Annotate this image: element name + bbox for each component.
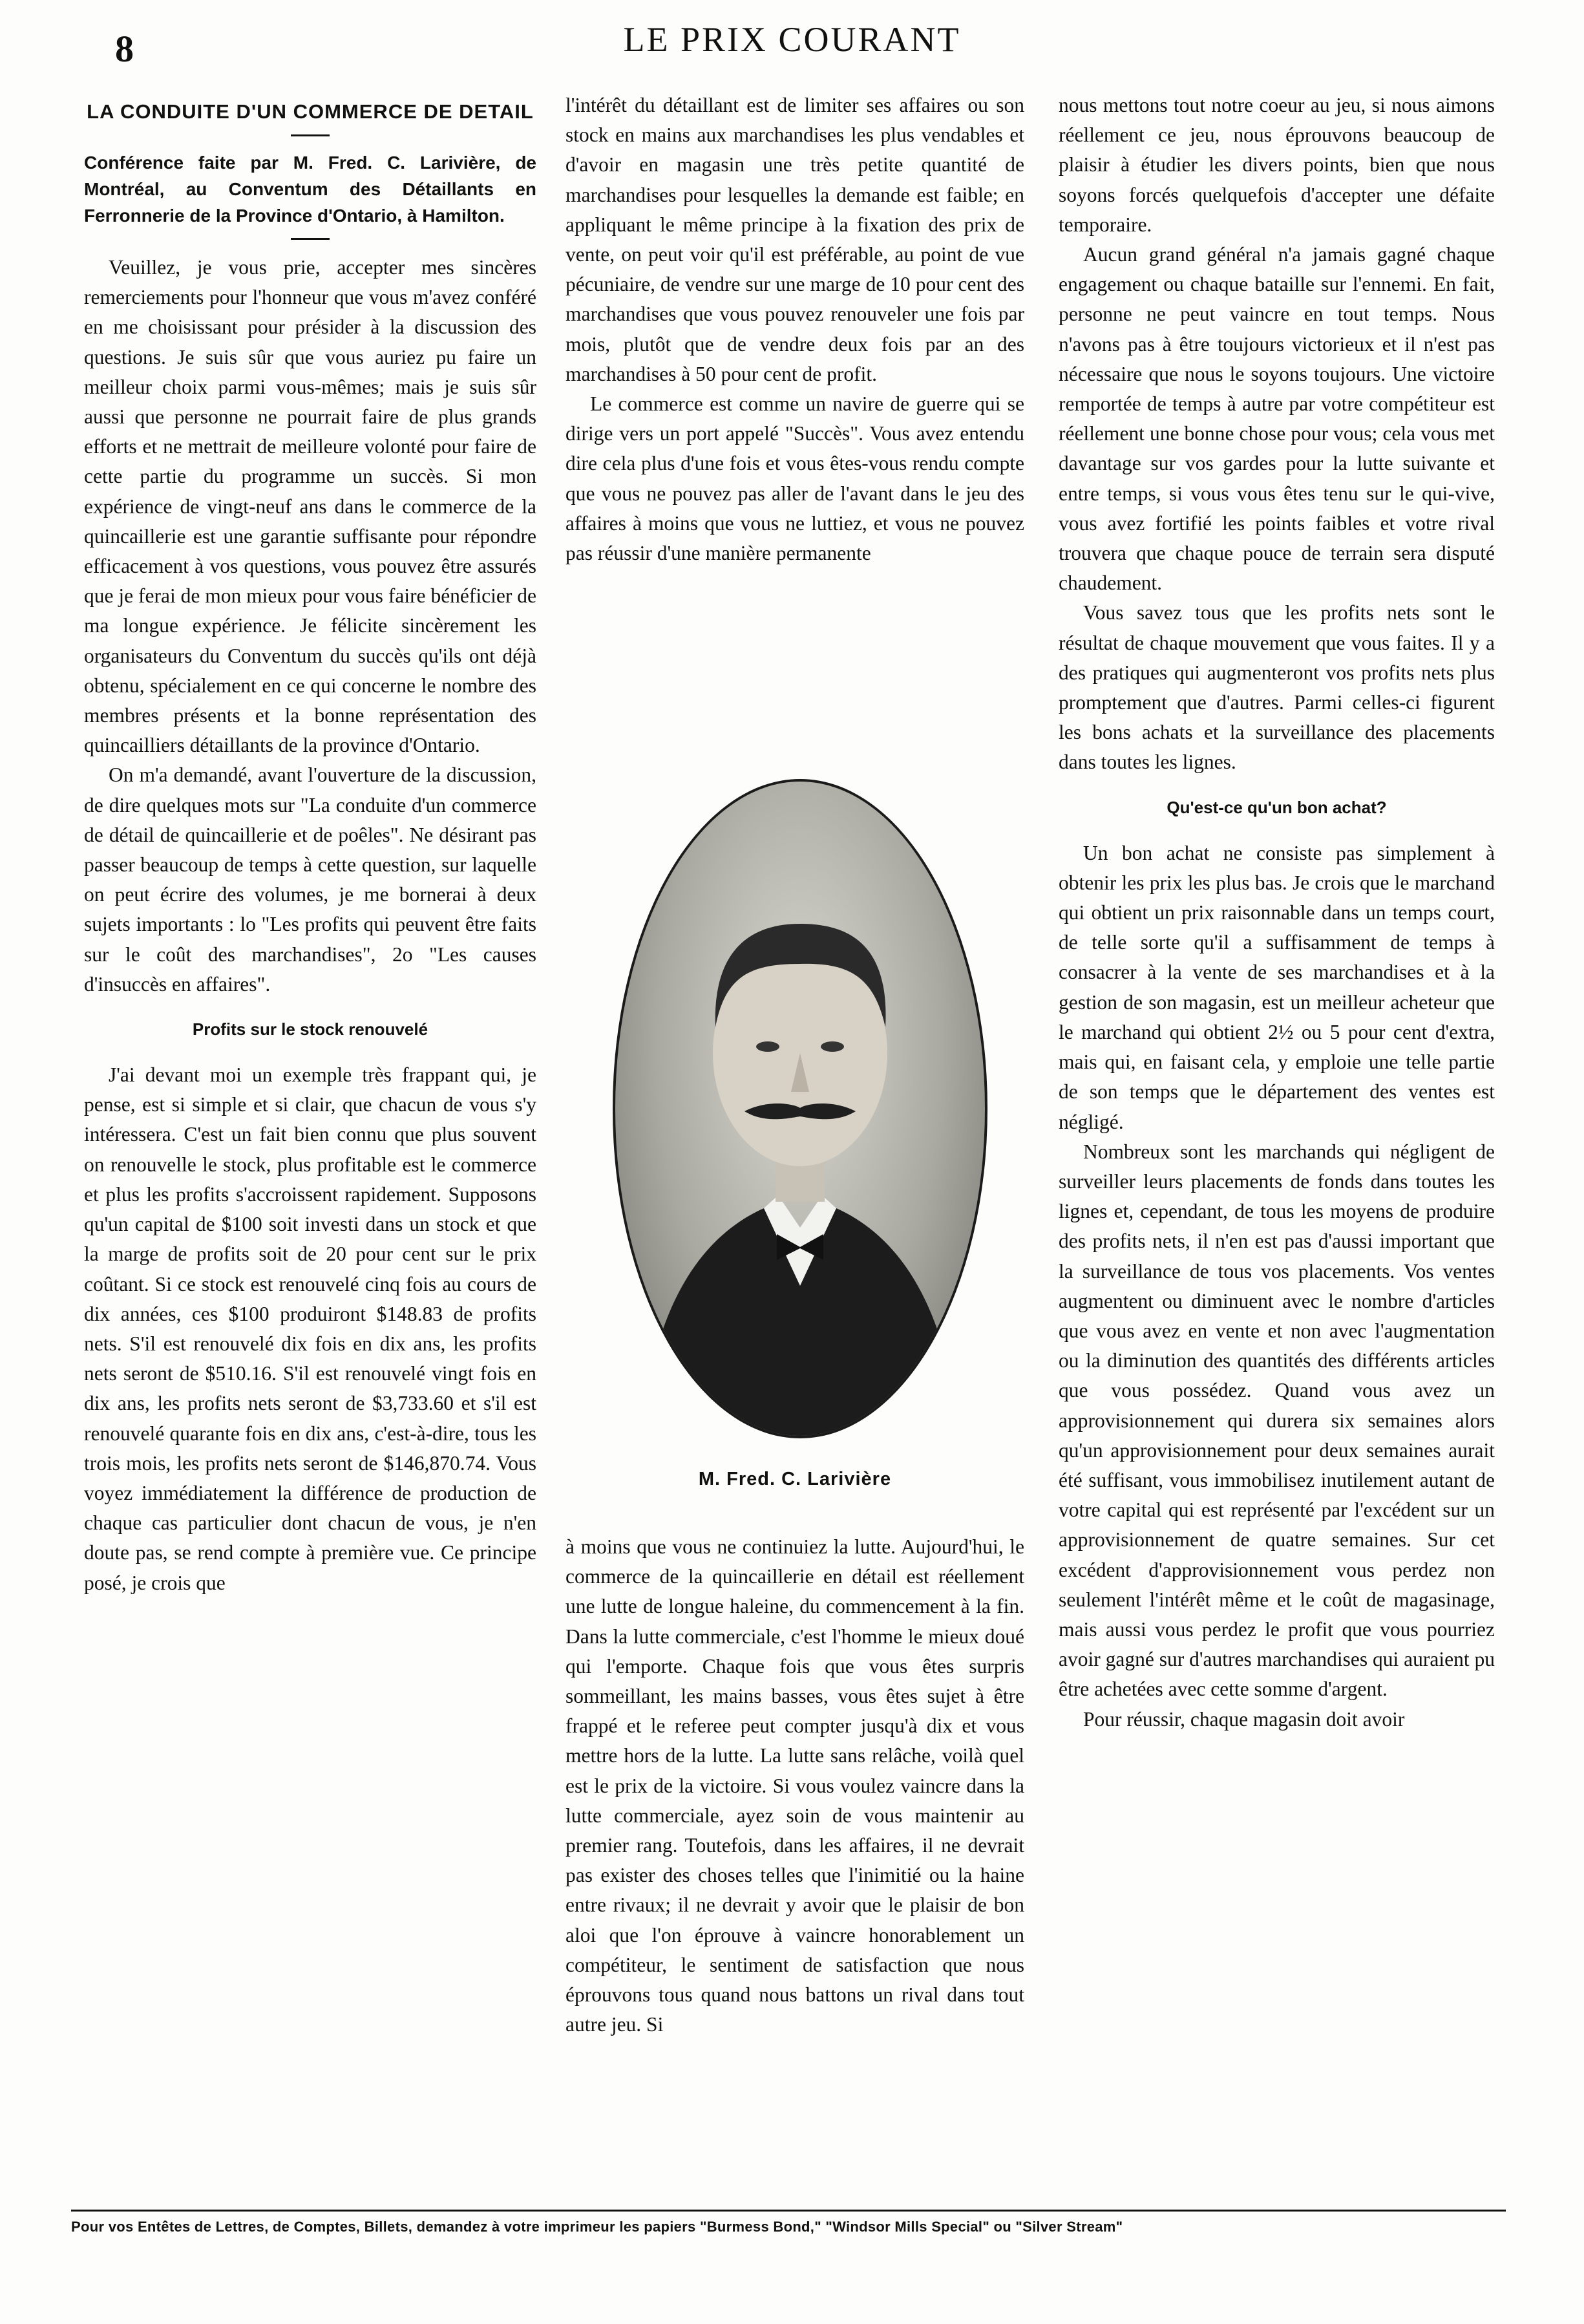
portrait-photo (613, 779, 987, 1438)
paragraph: Aucun grand général n'a jamais gagné chaque engagement ou chaque bataille sur l'ennemi. En fait, personne ne peut vaincre en tout temps. Nous n'avons pas à être toujours victorieux et il n'est pas nécessaire que nous le soyons toujours. Une victoire remportée de temps à autre par votre compétiteur est réellement une bonne chose pour vous; cela vous met davantage sur vos gardes pour la lutte suivante et entre temps, si vous vous êtes tenu sur le qui-vive, vous avez fortifié les points faibles et votre rival trouvera que chaque pouce de terrain sera disputé chaudement. (1059, 243, 1495, 595)
paragraph: Un bon achat ne consiste pas simplement à obtenir les prix les plus bas. Je crois que le marchand qui obtient un prix raisonnable dans un temps court, de telle sorte qu'il a suffisamment de temps à consacrer à la vente de ses marchandises et à la gestion de son magasin, est un meilleur acheteur que le marchand qui obtient 2½ ou 5 pour cent d'extra, mais qui, en faisant cela, y emploie une telle partie de son temps que le département des ventes est négligé. (1059, 841, 1495, 1133)
paragraph: J'ai devant moi un exemple très frappant qui, je pense, est si simple et si clair, que chacun de vous s'y intéressera. C'est un fait bien connu que plus souvent on renouvelle le stock, plus profitable est le commerce et plus les profits s'accroissent rapidement. Supposons qu'un capital de $100 soit investi dans un stock et que la marge de profits soit de 20 pour cent sur le prix coûtant. Si ce stock est renouvelé cinq fois au cours de dix années, ces $100 produiront $148.83 de profits nets. S'il est renouvelé dix fois en dix ans, les profits nets seront de $510.16. S'il est renouvelé vingt fois en dix ans, les profits nets seront de $3,733.60 et s'il est renouvelé quarante fois en dix ans, c'est-à-dire, tous les trois mois, les profits nets seront de $146,870.74. Vous voyez immédiatement la différence de production de chaque cas particulier dont chacun de vous, je n'en doute pas, se rend compte à première vue. Ce principe posé, je crois que (84, 1063, 536, 1594)
paragraph: nous mettons tout notre coeur au jeu, si nous aimons réellement ce jeu, nous éprouvons beaucoup de plaisir à étudier les divers points, bien que nous soyons forcés quelquefois d'accepter une défaite temporaire. (1059, 94, 1495, 236)
portrait-figure-icon (615, 782, 985, 1436)
paragraph: On m'a demandé, avant l'ouverture de la discussion, de dire quelques mots sur "La conduite d'un commerce de détail de quincaillerie et de poêles". Ne désirant pas passer beaucoup de temps à cette question, sur laquelle on peut écrire des volumes, je me bornerai à deux sujets importants : lo "Les profits qui peuvent être faits sur le coût des marchandises", 2o "Les causes d'insuccès en affaires". (84, 763, 536, 996)
article-subtitle: Conférence faite par M. Fred. C. Larivière, de Montréal, au Conventum des Détaillants en Ferronnerie de la Province d'Ontario, à Hamilton. (84, 153, 536, 226)
paragraph: Vous savez tous que les profits nets sont le résultat de chaque mouvement que vous faites. Il y a des pratiques qui augmenteront vos profits nets plus promptement que d'autres. Parmi celles-ci figurent les bons achats et la surveillance des placements dans toutes les lignes. (1059, 601, 1495, 774)
column-3 (1059, 91, 1495, 1734)
column-2-bottom (565, 1532, 1024, 2040)
paragraph: l'intérêt du détaillant est de limiter ses affaires ou son stock en mains aux marchandises les plus vendables et d'avoir en magasin une très petite quantité de marchandises pour lesquelles la demande est faible; en appliquant le même principe à la fixation des prix de vente, on peut voir qu'il est préférable, au point de vue pécuniaire, de vendre sur une marge de 10 pour cent des marchandises que vous pouvez renouveler une fois par mois, plutôt que de vendre deux fois par an des marchandises à 50 pour cent de profit. (565, 94, 1024, 385)
footer-advert: Pour vos Entêtes de Lettres, de Comptes, Billets, demandez à votre imprimeur les papiers "Burmess Bond," "Windsor Mills Special" ou "Silver Stream" (71, 2219, 1123, 2235)
article-title: LA CONDUITE D'UN COMMERCE DE DETAIL (87, 100, 534, 123)
paragraph: Nombreux sont les marchands qui négligent de surveiller leurs placements de fonds dans toutes les lignes et, cependant, de tous les moyens de produire des profits nets, il n'en est pas d'aussi important que la surveillance de tous vos placements. Vos ventes augmentent ou diminuent avec le nombre d'articles que vous avez en vente et non avec l'augmentation ou la diminution des quantités des différents articles que vous possédez. Quand vous avez un approvisionnement qui durera six semaines alors qu'un approvisionnement pour deux semaines aurait été suffisant, vous immobilisez inutilement autant de votre capital qui est représenté par l'excédent sur un approvisionnement de quatre semaines. Sur cet excédent d'approvisionnement vous perdez non seulement l'intérêt même et le coût de magasinage, mais aussi vous perdez le profit que vous pourriez avoir gagné sur d'autres marchandises qui auraient pu être achetées avec cette somme d'argent. (1059, 1140, 1495, 1701)
column-1 (84, 91, 536, 1598)
section-heading-achat: Qu'est-ce qu'un bon achat? (1167, 797, 1387, 817)
title-rule (291, 134, 330, 136)
portrait-caption: M. Fred. C. Larivière (698, 1469, 892, 1489)
column-2 (565, 91, 1024, 568)
page-number: 8 (115, 28, 134, 70)
paragraph: Le commerce est comme un navire de guerre qui se dirige vers un port appelé "Succès". Vous avez entendu dire cela plus d'une fois et vous êtes-vous rendu compte que vous ne pouvez pas aller de l'avant dans le jeu des affaires à moins que vous ne luttiez, et vous ne pouvez pas réussir d'une manière permanente (565, 392, 1024, 565)
footer-rule (71, 2210, 1506, 2212)
paragraph: Pour réussir, chaque magasin doit avoir (1083, 1707, 1405, 1731)
paragraph: à moins que vous ne continuiez la lutte. Aujourd'hui, le commerce de la quincaillerie en détail est réellement une lutte de longue haleine, du commencement à la fin. Dans la lutte commerciale, c'est l'homme le mieux doué qui l'emporte. Chaque fois que vous êtes surpris sommeillant, les mains basses, vous êtes sujet à être frappé et le referee peut compter jusqu'à dix et vous mettre hors de la lutte. La lutte sans relâche, voilà quel est le prix de la victoire. Si vous voulez vaincre dans la lutte commerciale, ayez soin de vous maintenir au premier rang. Toutefois, dans les affaires, il ne devrait pas exister des choses telles que l'inimitié ou la haine entre rivaux; il ne devrait y avoir que le plaisir de bon aloi que l'on éprouve à vaincre honorablement un compétiteur, le sentiment de satisfaction que nous éprouvons tous quand nous battons un rival dans tout autre jeu. Si (565, 1535, 1024, 2036)
subtitle-rule (291, 238, 330, 240)
paragraph: Veuillez, je vous prie, accepter mes sincères remerciements pour l'honneur que vous m'avez conféré en me choisissant pour présider à la discussion des questions. Je suis sûr que vous auriez pu faire un meilleur choix parmi vous-mêmes; mais je suis sûr aussi que personne ne pourrait faire de plus grands efforts et ne mettrait de meilleure volonté pour faire de cette partie du programme un succès. Si mon expérience de vingt-neuf ans dans le commerce de la quincaillerie est une garantie suffisante pour répondre efficacement à vos questions, vous pouvez être assurés que je ferai de mon mieux pour vous faire bénéficier de ma longue expérience. Je félicite sincèrement les organisateurs du Conventum du succès qu'ils ont déjà obtenu, spécialement en ce qui concerne le nombre des membres présents et la bonne représentation des quincailliers détaillants de la province d'Ontario. (84, 256, 536, 757)
portrait-oval (613, 779, 987, 1438)
section-heading-stock: Profits sur le stock renouvelé (192, 1019, 428, 1039)
masthead: LE PRIX COURANT (623, 20, 961, 59)
